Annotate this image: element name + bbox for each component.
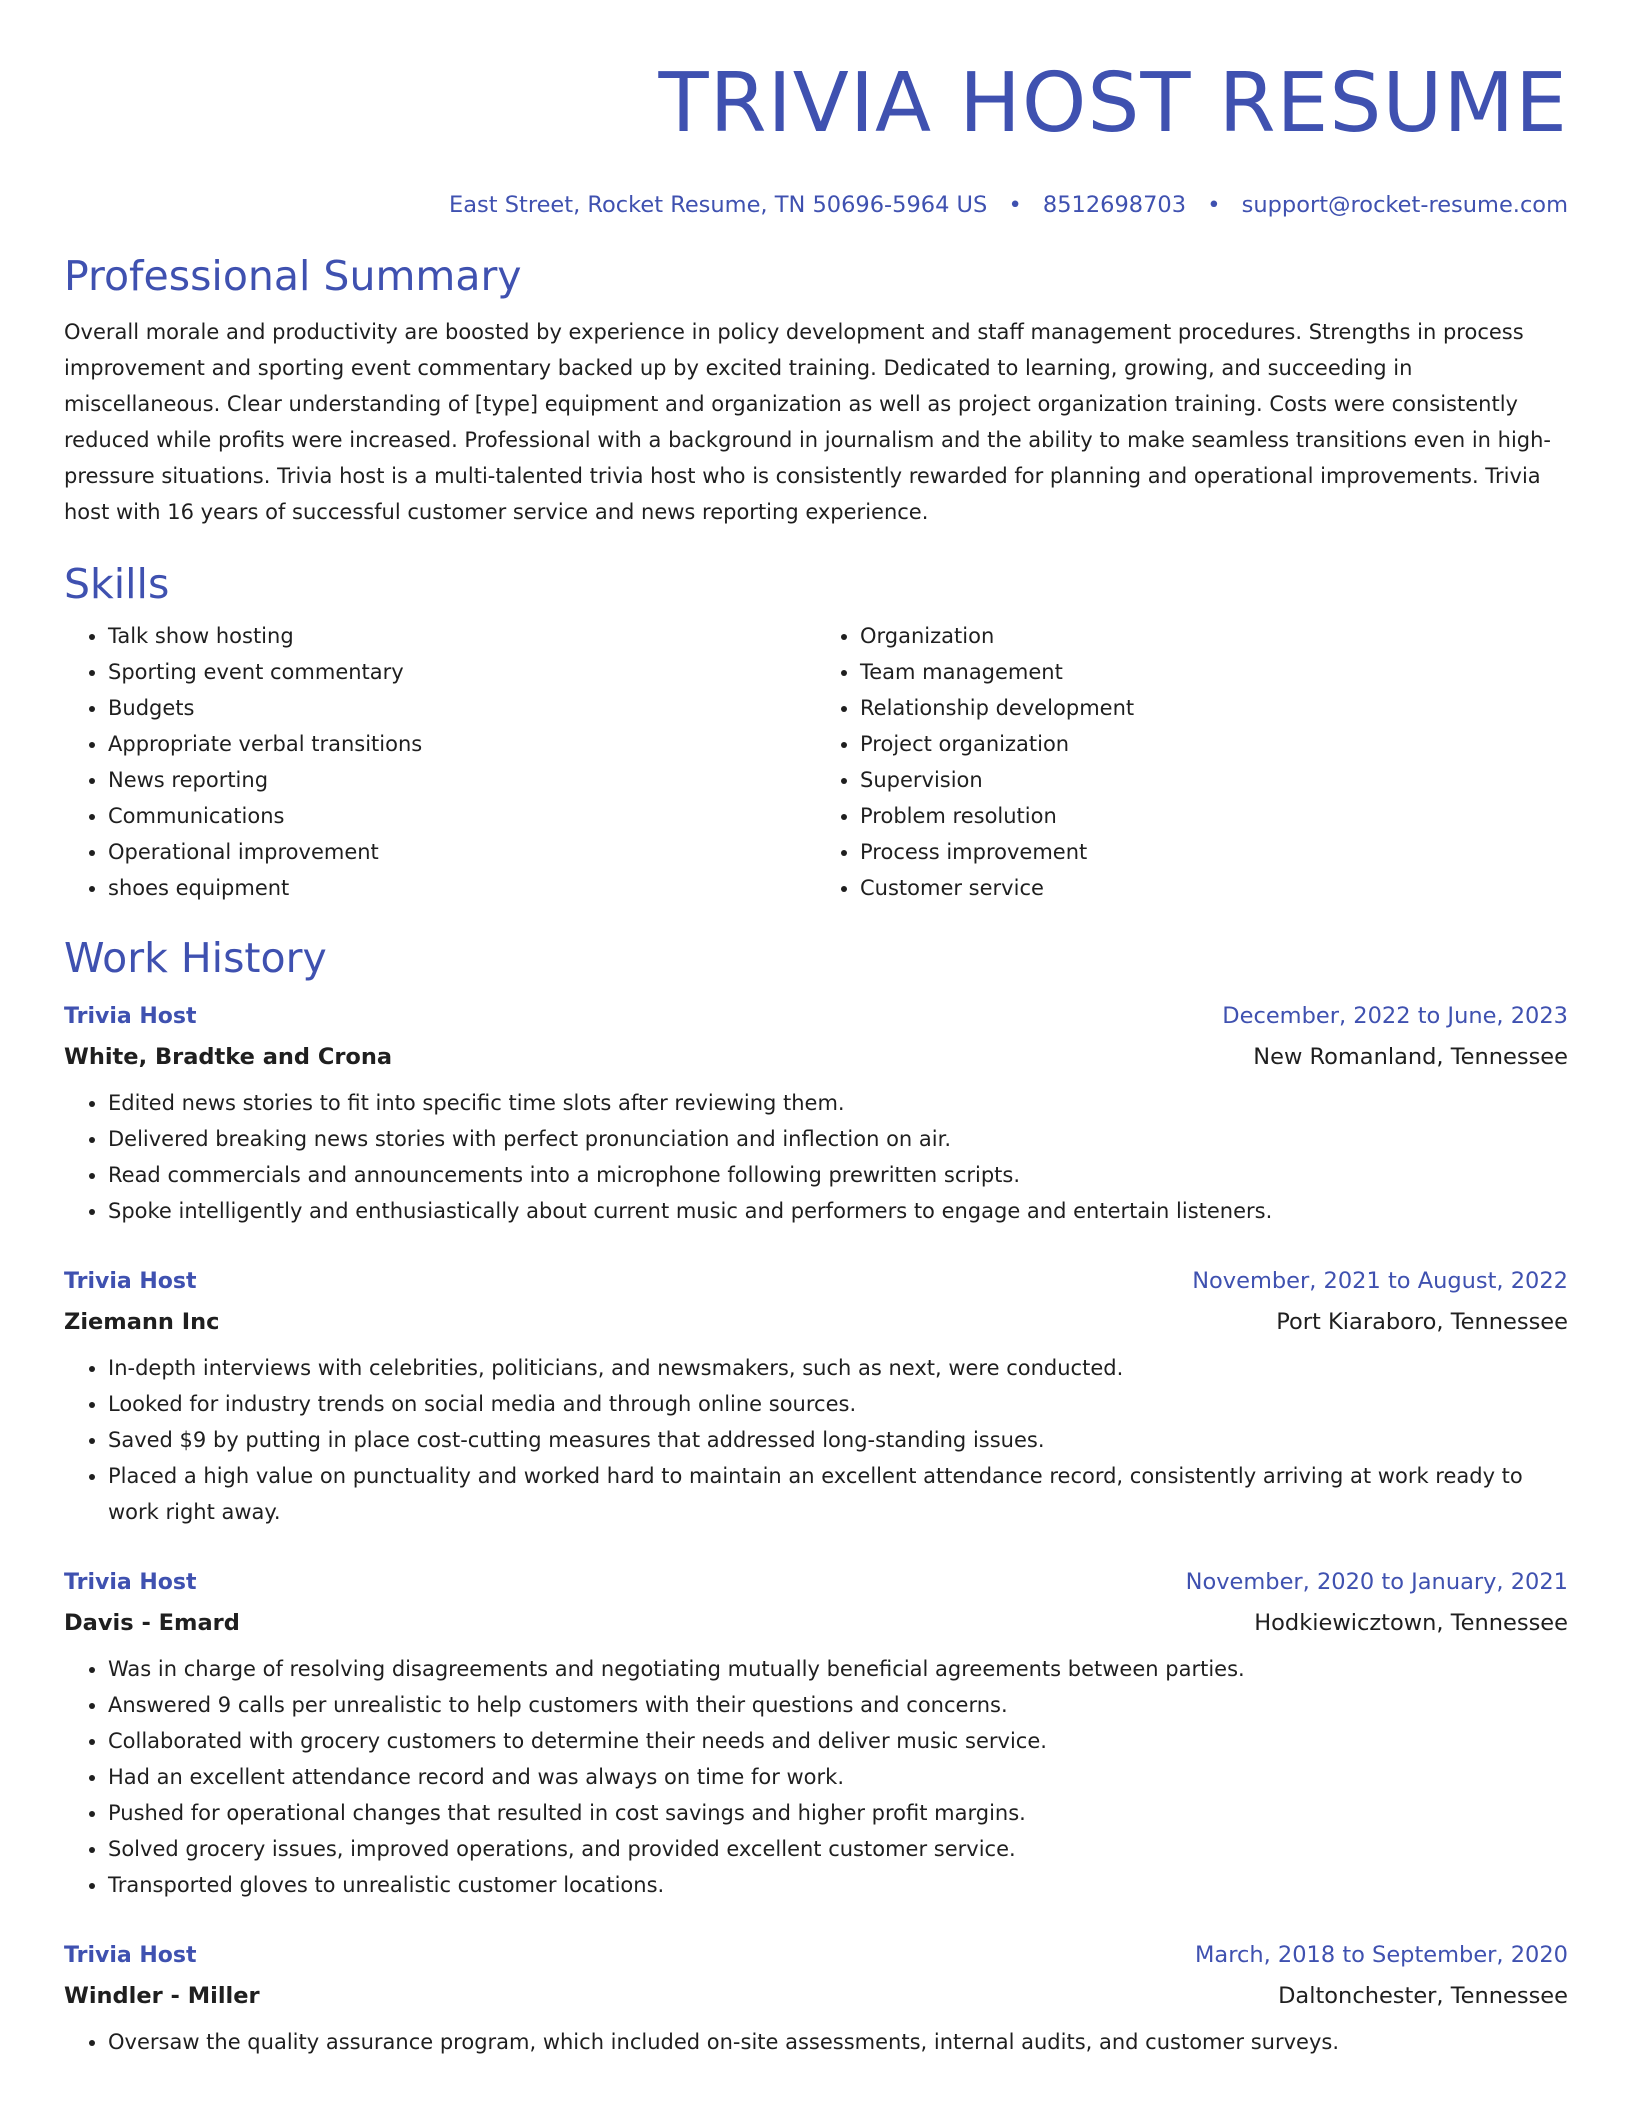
job-location: New Romanland, Tennessee — [1253, 1044, 1568, 1070]
job-bullet: • Collaborated with grocery customers to determine their needs and deliver music service. — [108, 1723, 1568, 1759]
job-header-row — [64, 1261, 1568, 1302]
skill-item: • Supervision — [860, 762, 1568, 798]
skill-item: • Customer service — [860, 870, 1568, 906]
job-company-row — [64, 1603, 1568, 1643]
job-dates: March, 2018 to September, 2020 — [1195, 1942, 1568, 1968]
job-dates: November, 2020 to January, 2021 — [1185, 1569, 1568, 1595]
job-bullets — [64, 1651, 1568, 1903]
skill-item: • Organization — [860, 618, 1568, 654]
skill-item: • Team management — [860, 654, 1568, 690]
job-entry — [64, 1935, 1568, 2060]
job-location: Daltonchester, Tennessee — [1278, 1983, 1568, 2009]
skill-item: • shoes equipment — [108, 870, 816, 906]
contact-separator: • — [1207, 192, 1221, 218]
job-dates: November, 2021 to August, 2022 — [1192, 1268, 1568, 1294]
job-bullet: • Saved $9 by putting in place cost-cutting measures that addressed long-standing issues. — [108, 1422, 1568, 1458]
job-company-row — [64, 1037, 1568, 1077]
resume-title: TRIVIA HOST RESUME — [658, 56, 1568, 151]
skill-item: • Process improvement — [860, 834, 1568, 870]
job-bullets — [64, 1350, 1568, 1530]
section-title-professional-summary: Professional Summary — [64, 252, 522, 300]
job-role: Trivia Host — [64, 1004, 197, 1029]
skill-item: • News reporting — [108, 762, 816, 798]
resume-page — [64, 0, 1568, 2060]
job-dates: December, 2022 to June, 2023 — [1222, 1003, 1568, 1029]
job-bullet: • Had an excellent attendance record and was always on time for work. — [108, 1759, 1568, 1795]
job-bullet: • Pushed for operational changes that resulted in cost savings and higher profit margins. — [108, 1795, 1568, 1831]
contact-line — [64, 190, 1568, 220]
job-entry — [64, 996, 1568, 1229]
job-bullet: • Transported gloves to unrealistic customer locations. — [108, 1867, 1568, 1903]
job-bullet: • Placed a high value on punctuality and worked hard to maintain an excellent attendance record, consistently arriving at work ready to work right away. — [108, 1458, 1568, 1530]
job-role: Trivia Host — [64, 1943, 197, 1968]
job-company: Davis - Emard — [64, 1610, 240, 1636]
skill-item: • Problem resolution — [860, 798, 1568, 834]
contact-address: East Street, Rocket Resume, TN 50696-5964 US — [449, 192, 988, 218]
job-location: Port Kiaraboro, Tennessee — [1276, 1309, 1568, 1335]
job-company: Ziemann Inc — [64, 1309, 220, 1335]
skills-list-left — [64, 618, 816, 906]
job-bullet: • Looked for industry trends on social media and through online sources. — [108, 1386, 1568, 1422]
job-header-row — [64, 1562, 1568, 1603]
job-bullet: • Delivered breaking news stories with perfect pronunciation and inflection on air. — [108, 1121, 1568, 1157]
skill-item: • Operational improvement — [108, 834, 816, 870]
skill-item: • Talk show hosting — [108, 618, 816, 654]
skills-list-right — [816, 618, 1568, 906]
skill-item: • Budgets — [108, 690, 816, 726]
skill-item: • Sporting event commentary — [108, 654, 816, 690]
contact-phone: 8512698703 — [1042, 192, 1187, 218]
job-company: White, Bradtke and Crona — [64, 1044, 393, 1070]
job-header-row — [64, 996, 1568, 1037]
contact-email[interactable]: support@rocket-resume.com — [1241, 192, 1568, 218]
job-bullet: • In-depth interviews with celebrities, politicians, and newsmakers, such as next, were conducted. — [108, 1350, 1568, 1386]
section-title-skills: Skills — [64, 560, 170, 608]
job-bullet: • Spoke intelligently and enthusiastically about current music and performers to engage and entertain listeners. — [108, 1193, 1568, 1229]
job-bullet: • Oversaw the quality assurance program, which included on-site assessments, internal audits, and customer surveys. — [108, 2024, 1568, 2060]
summary-text: Overall morale and productivity are boosted by experience in policy development and staff management procedures. Strengths in process improvement and sporting event commentary backed up by excited training. Dedicated to learning, growing, and succeeding in miscellaneous. Clear understanding of [type] equipment and organization as well as project organization training. Costs were consistently reduced while profits were increased. Professional with a background in journalism and the ability to make seamless transitions even in high-pressure situations. Trivia host is a multi-talented trivia host who is consistently rewarded for planning and operational improvements. Trivia host with 16 years of successful customer service and news reporting experience. — [64, 320, 1552, 524]
job-bullets — [64, 1085, 1568, 1229]
job-location: Hodkiewicztown, Tennessee — [1254, 1610, 1568, 1636]
skill-item: • Appropriate verbal transitions — [108, 726, 816, 762]
job-bullet: • Was in charge of resolving disagreements and negotiating mutually beneficial agreements between parties. — [108, 1651, 1568, 1687]
job-entry — [64, 1562, 1568, 1903]
job-company-row — [64, 1302, 1568, 1342]
job-bullet: • Read commercials and announcements into a microphone following prewritten scripts. — [108, 1157, 1568, 1193]
job-company-row — [64, 1976, 1568, 2016]
job-header-row — [64, 1935, 1568, 1976]
skill-item: • Communications — [108, 798, 816, 834]
job-role: Trivia Host — [64, 1269, 197, 1294]
contact-separator: • — [1008, 192, 1022, 218]
section-title-work-history: Work History — [64, 934, 327, 982]
job-bullet: • Edited news stories to fit into specific time slots after reviewing them. — [108, 1085, 1568, 1121]
job-entry — [64, 1261, 1568, 1530]
skills-grid — [64, 618, 1568, 906]
job-bullet: • Answered 9 calls per unrealistic to help customers with their questions and concerns. — [108, 1687, 1568, 1723]
job-company: Windler - Miller — [64, 1983, 260, 2009]
skill-item: • Project organization — [860, 726, 1568, 762]
job-bullets — [64, 2024, 1568, 2060]
job-role: Trivia Host — [64, 1570, 197, 1595]
skill-item: • Relationship development — [860, 690, 1568, 726]
job-bullet: • Solved grocery issues, improved operations, and provided excellent customer service. — [108, 1831, 1568, 1867]
